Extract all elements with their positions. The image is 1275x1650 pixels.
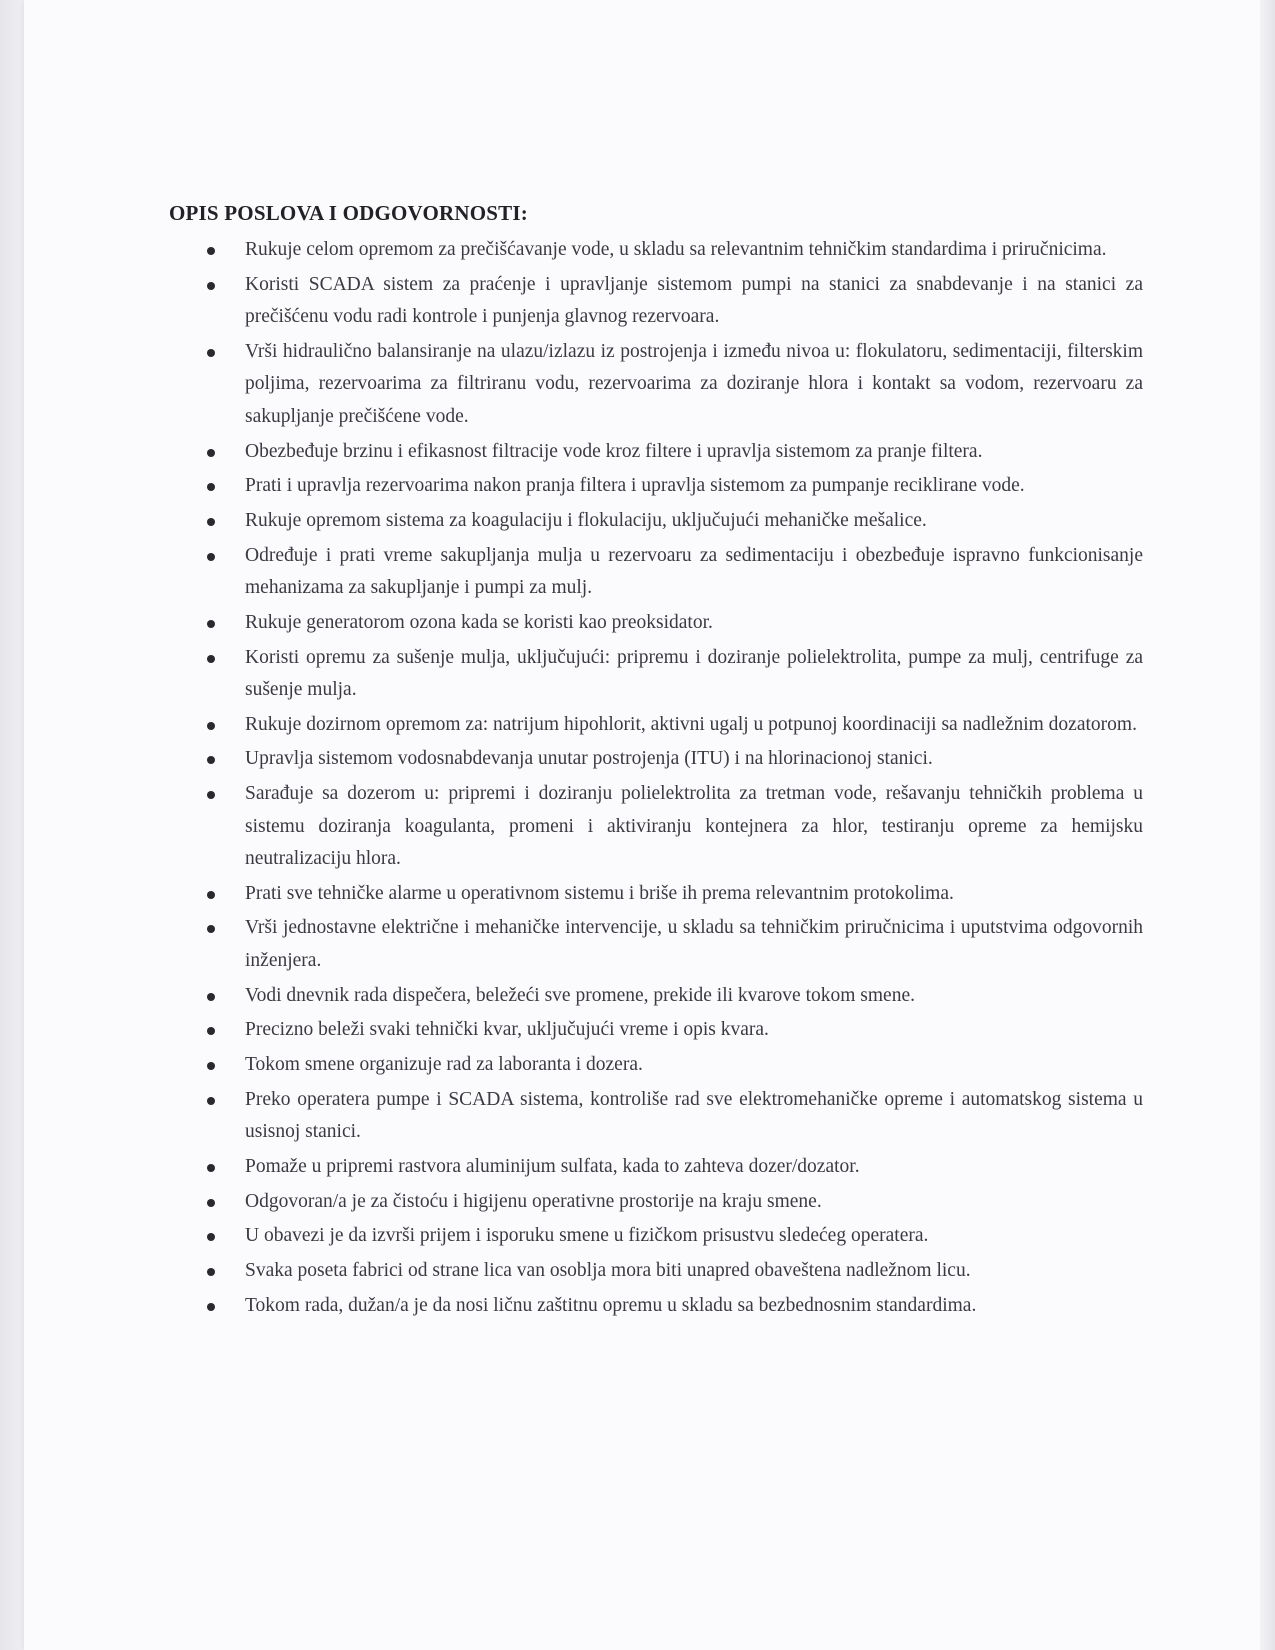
bullet-icon — [207, 791, 215, 799]
duty-text: Tokom smene organizuje rad za laboranta i dozera. — [245, 1054, 643, 1075]
scan-margin-right — [1260, 0, 1275, 1650]
bullet-icon — [207, 449, 215, 457]
duty-text: Određuje i prati vreme sakupljanja mulja u rezervoaru za sedimentaciju i obezbeđuje ispravno funkcionisanje mehanizama za sakupljanje i pumpi za mulj. — [245, 544, 1143, 599]
bullet-icon — [207, 620, 215, 628]
list-item — [169, 642, 1143, 707]
list-item — [169, 743, 1143, 776]
duty-text: Prati i upravlja rezervoarima nakon pranja filtera i upravlja sistemom za pumpanje reciklirane vode. — [245, 475, 1025, 497]
bullet-icon — [207, 349, 215, 357]
document-page — [24, 0, 1260, 1650]
list-item — [169, 505, 1143, 538]
duty-text: Svaka poseta fabrici od strane lica van osoblja mora biti unapred obaveštena nadležnom licu. — [245, 1259, 971, 1281]
list-item — [169, 470, 1143, 503]
duty-text: Rukuje dozirnom opremom za: natrijum hipohlorit, aktivni ugalj u potpunoj koordinaciji sa nadležnim dozatorom. — [245, 713, 1137, 735]
bullet-icon — [207, 1062, 215, 1070]
bullet-icon — [207, 1097, 215, 1105]
list-item — [169, 1049, 1143, 1082]
list-item — [169, 336, 1143, 434]
duty-text: Koristi opremu za sušenje mulja, uključujući: pripremu i doziranje polielektrolita, pumpe za mulj, centrifuge za sušenje mulja. — [245, 646, 1143, 700]
list-item — [169, 1186, 1143, 1219]
duty-text: Precizno beleži svaki tehnički kvar, uključujući vreme i opis kvara. — [245, 1019, 769, 1041]
duty-text: Rukuje generatorom ozona kada se koristi kao preoksidator. — [245, 611, 713, 633]
list-item — [169, 980, 1143, 1013]
bullet-icon — [207, 1027, 215, 1035]
duty-text: Rukuje opremom sistema za koagulaciju i flokulaciju, uključujući mehaničke mešalice. — [245, 509, 927, 531]
bullet-icon — [207, 1233, 215, 1241]
bullet-icon — [207, 722, 215, 730]
list-item — [169, 912, 1143, 977]
list-item — [169, 269, 1143, 334]
scan-margin-left — [0, 0, 24, 1650]
list-item — [169, 436, 1143, 469]
bullet-icon — [207, 993, 215, 1001]
bullet-icon — [207, 553, 215, 561]
section-heading: OPIS POSLOVA I ODGOVORNOSTI: — [169, 201, 528, 225]
duty-text: Tokom rada, dužan/a je da nosi ličnu zaštitnu opremu u skladu sa bezbednosnim standardima. — [245, 1294, 977, 1316]
duty-text: Upravlja sistemom vodosnabdevanja unutar postrojenja (ITU) i na hlorinacionoj stanici. — [245, 748, 933, 770]
duty-text: Pomaže u pripremi rastvora aluminijum sulfata, kada to zahteva dozer/dozator. — [245, 1155, 860, 1177]
duty-text: Sarađuje sa dozerom u: pripremi i doziranju polielektrolita za tretman vode, rešavanju tehničkih problema u sistemu doziranja koagulanta, promeni i aktiviranju kontejnera za hlor, testiranju opreme za hemijsku neutralizaciju hlora. — [245, 783, 1143, 870]
list-item — [169, 1084, 1143, 1149]
duty-text: Prati sve tehničke alarme u operativnom sistemu i briše ih prema relevantnim protokolima. — [245, 882, 954, 904]
list-item — [169, 1014, 1143, 1047]
duty-text: Vrši jednostavne električne i mehaničke intervencije, u skladu sa tehničkim priručnicima i uputstvima odgovornih inženjera. — [245, 917, 1143, 971]
list-item — [169, 540, 1143, 605]
duty-text: Obezbeđuje brzinu i efikasnost filtracije vode kroz filtere i upravlja sistemom za pranje filtera. — [245, 440, 983, 462]
bullet-icon — [207, 925, 215, 933]
bullet-icon — [207, 891, 215, 899]
bullet-icon — [207, 282, 215, 290]
bullet-icon — [207, 1268, 215, 1276]
duty-text: Odgovoran/a je za čistoću i higijenu operativne prostorije na kraju smene. — [245, 1190, 822, 1212]
list-item — [169, 878, 1143, 911]
duty-text: Vrši hidraulično balansiranje na ulazu/izlazu iz postrojenja i između nivoa u: flokulatoru, sedimentaciji, filterskim poljima, rezervoarima za filtriranu vodu, rezervoarima za doziranje hlora i kontakt sa vodom, rezervoaru za sakupljanje prečišćene vode. — [245, 340, 1143, 427]
duties-list — [169, 234, 1143, 1322]
duty-text: Preko operatera pumpe i SCADA sistema, kontroliše rad sve elektromehaničke opreme i automatskog sistema u usisnoj stanici. — [245, 1088, 1143, 1143]
duty-text: Koristi SCADA sistem za praćenje i upravljanje sistemom pumpi na stanici za snabdevanje i na stanici za prečišćenu vodu radi kontrole i punjenja glavnog rezervoara. — [245, 273, 1143, 328]
document-content — [169, 201, 1143, 1322]
bullet-icon — [207, 247, 215, 255]
bullet-icon — [207, 1303, 215, 1311]
bullet-icon — [207, 483, 215, 491]
list-item — [169, 1151, 1143, 1184]
duty-text: Rukuje celom opremom za prečišćavanje vode, u skladu sa relevantnim tehničkim standardima i priručnicima. — [245, 239, 1107, 260]
bullet-icon — [207, 655, 215, 663]
bullet-icon — [207, 1164, 215, 1172]
list-item — [169, 607, 1143, 640]
duty-text: U obavezi je da izvrši prijem i isporuku smene u fizičkom prisustvu sledećeg operatera. — [245, 1225, 929, 1247]
duty-text: Vodi dnevnik rada dispečera, beležeći sve promene, prekide ili kvarove tokom smene. — [245, 984, 915, 1006]
list-item — [169, 1220, 1143, 1253]
bullet-icon — [207, 1199, 215, 1207]
bullet-icon — [207, 756, 215, 764]
list-item — [169, 778, 1143, 876]
list-item — [169, 234, 1143, 267]
list-item — [169, 1255, 1143, 1288]
list-item — [169, 709, 1143, 742]
list-item — [169, 1290, 1143, 1323]
bullet-icon — [207, 518, 215, 526]
